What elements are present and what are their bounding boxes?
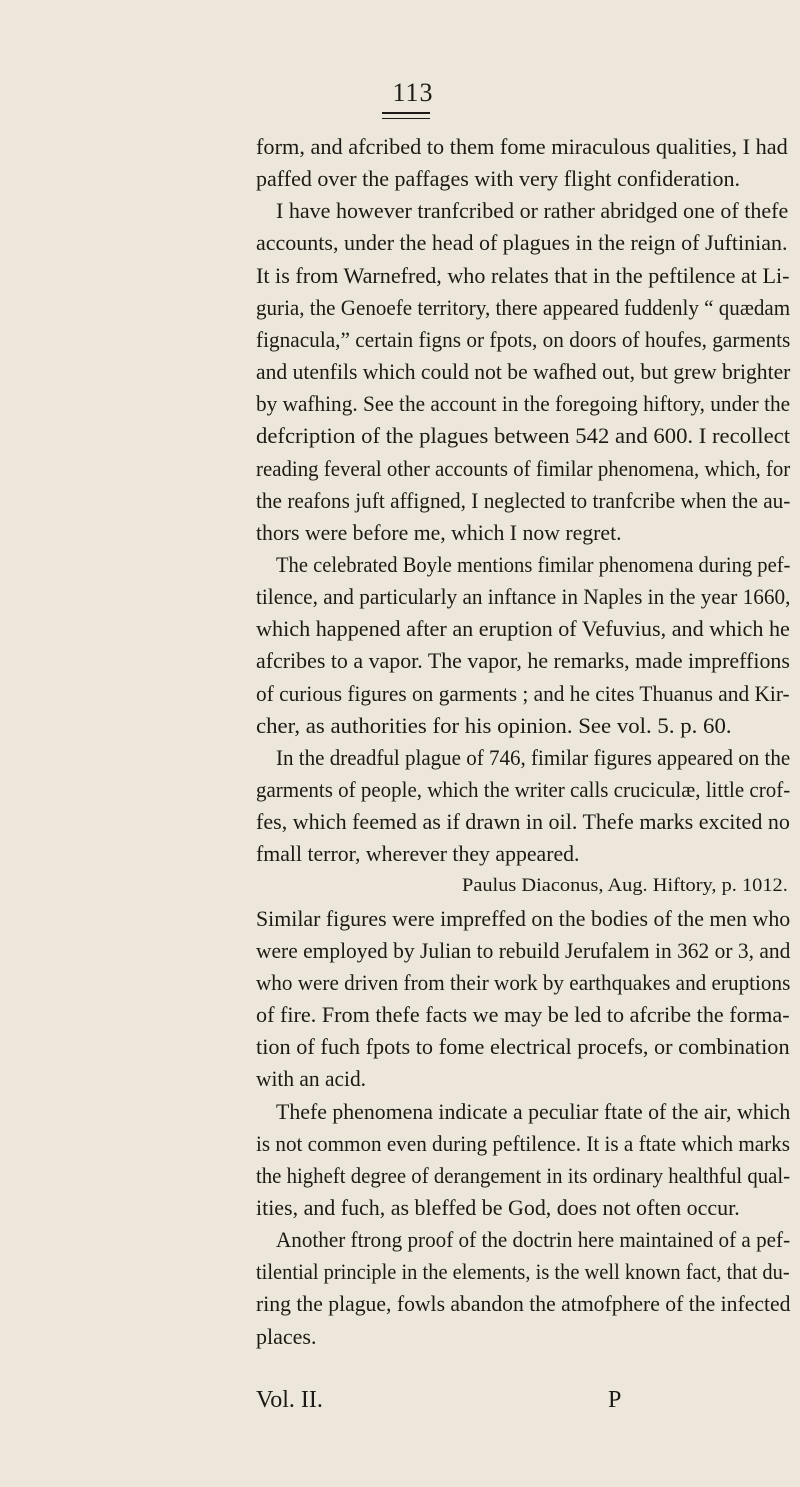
text-line: places. <box>256 1323 317 1349</box>
text-line: fmall terror, wherever they appeared. <box>256 841 580 867</box>
page-number-text: 113 <box>392 78 434 107</box>
text-line: In the dreadful plague of 746, fimilar figures appeared on the <box>276 744 791 770</box>
text-line: fignacula,” certain figns or fpots, on doors of houfes, garments <box>256 326 791 352</box>
text-line: reading feveral other accounts of fimilar phenomena, which, for <box>256 455 791 481</box>
text-line: form, and afcribed to them fome miraculous qualities, I had <box>256 134 788 159</box>
text-line: tilence, and particularly an inftance in Naples in the year 1660, <box>256 584 791 610</box>
page-number-rule <box>382 112 430 119</box>
page-number <box>0 78 800 108</box>
text-line: The celebrated Boyle mentions fimilar phenomena during pef- <box>276 551 791 577</box>
text-line: accounts, under the head of plagues in the reign of Juftinian. <box>256 230 788 256</box>
text-line: tilential principle in the elements, is the well known fact, that du- <box>256 1259 790 1285</box>
text-line: ities, and fuch, as bleffed be God, does not often occur. <box>256 1194 740 1220</box>
text-line: cher, as authorities for his opinion. See vol. 5. p. 60. <box>256 712 732 738</box>
text-line: who were driven from their work by earthquakes and eruptions <box>256 969 791 995</box>
text-line: and utenfils which could not be wafhed out, but grew brighter <box>256 359 791 385</box>
text-line: paffed over the paffages with very flight confideration. <box>256 166 741 192</box>
text-line: tion of fuch fpots to fome electrical procefs, or combination <box>256 1034 790 1060</box>
text-line: by wafhing. See the account in the foregoing hiftory, under the <box>256 391 791 417</box>
text-line: afcribes to a vapor. The vapor, he remarks, made impreffions <box>256 648 790 674</box>
text-line: fes, which feemed as if drawn in oil. Thefe marks excited no <box>256 809 790 835</box>
text-line: which happened after an eruption of Vefuvius, and which he <box>256 616 790 642</box>
text-line: guria, the Genoefe territory, there appeared fuddenly “ quædam <box>256 294 791 320</box>
text-line: is not common even during peftilence. It is a ftate which marks <box>256 1130 790 1156</box>
text-line: were employed by Julian to rebuild Jerufalem in 362 or 3, and <box>256 937 791 963</box>
text-line: with an acid. <box>256 1066 367 1092</box>
signature-mark: P <box>608 1387 622 1413</box>
citation-line: Paulus Diaconus, Aug. Hiftory, p. 1012. <box>462 875 788 897</box>
volume-label: Vol. II. <box>256 1387 323 1413</box>
text-line: the higheft degree of derangement in its ordinary healthful qual- <box>256 1162 791 1188</box>
text-line: defcription of the plagues between 542 and 600. I recollect <box>256 423 791 449</box>
text-line: Another ftrong proof of the doctrin here maintained of a pef- <box>276 1227 791 1253</box>
text-line: Thefe phenomena indicate a peculiar ftate of the air, which <box>276 1098 791 1124</box>
text-line: It is from Warnefred, who relates that in the peftilence at Li- <box>256 262 790 288</box>
text-line: the reafons juft affigned, I neglected to tranfcribe when the au- <box>256 487 791 513</box>
text-line: ring the plague, fowls abandon the atmofphere of the infected <box>256 1291 791 1317</box>
page-footer <box>256 1384 622 1416</box>
text-line: I have however tranfcribed or rather abridged one of thefe <box>276 198 789 224</box>
text-line: of fire. From thefe facts we may be led to afcribe the forma- <box>256 1002 790 1028</box>
text-line: garments of people, which the writer calls cruciculæ, little crof- <box>256 777 791 802</box>
text-line: of curious figures on garments ; and he cites Thuanus and Kir- <box>256 680 790 706</box>
text-line: Similar figures were impreffed on the bodies of the men who <box>256 905 791 931</box>
text-line: thors were before me, which I now regret. <box>256 519 622 545</box>
